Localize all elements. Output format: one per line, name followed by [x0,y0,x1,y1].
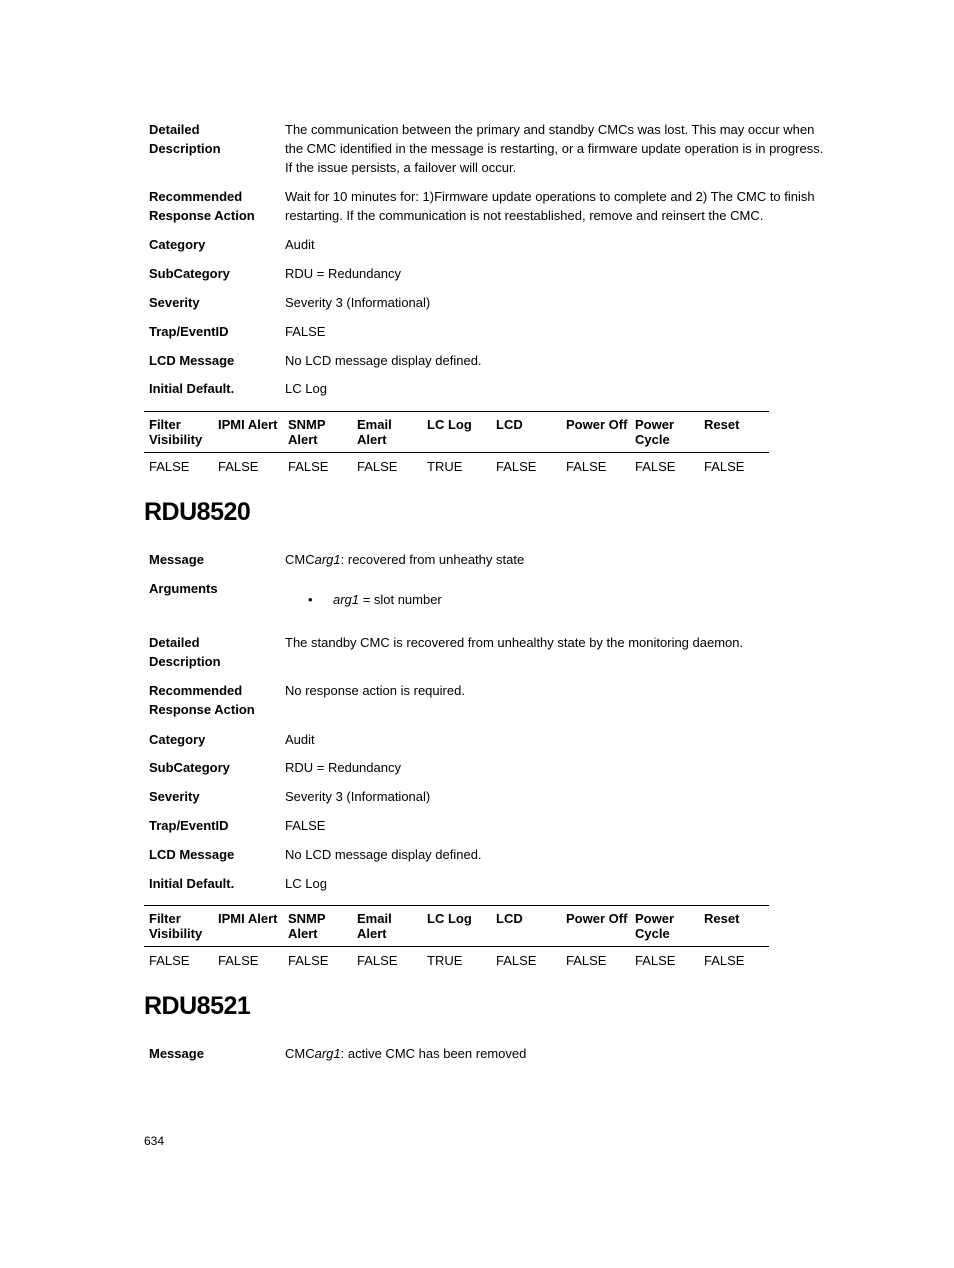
table-row [144,947,769,975]
field-value: Audit [285,237,315,252]
table-cell: FALSE [288,459,329,474]
table-header-cell: LC Log [427,911,472,926]
table-cell: TRUE [427,459,463,474]
field-value: CMCarg1: active CMC has been removed [285,1046,527,1061]
table-header-cell: LC Log [427,417,472,432]
table-cell: FALSE [635,459,676,474]
table-cell: FALSE [496,459,537,474]
argument-item: arg1 = slot number [333,592,442,607]
table-cell: FALSE [704,953,745,968]
table-header-cell: Power Off [566,417,628,432]
field-value: No LCD message display defined. [285,353,482,368]
table-cell: FALSE [635,953,676,968]
rdu8520-heading: RDU8520 [144,498,251,526]
table-header-cell: Filter Visibility [149,911,203,941]
field-key: Severity [149,295,200,310]
table-row [144,453,769,481]
table-cell: FALSE [566,459,607,474]
field-key: Recommended Response Action [149,683,255,717]
field-value: CMCarg1: recovered from unheathy state [285,552,525,567]
table-cell: FALSE [218,459,259,474]
table-header-cell: SNMP Alert [288,911,326,941]
field-key: Initial Default. [149,381,235,396]
field-value: Severity 3 (Informational) [285,789,431,804]
table-header-cell: Power Off [566,911,628,926]
table-header-cell: Power Cycle [635,417,675,447]
field-key: Category [149,732,206,747]
table-cell: FALSE [566,953,607,968]
table-header-cell: Power Cycle [635,911,675,941]
table-header-cell: LCD [496,911,523,926]
table-header-cell: IPMI Alert [218,911,278,926]
rdu8520-alert-table [144,905,769,975]
table-header-cell: Filter Visibility [149,417,203,447]
table-cell: FALSE [357,953,398,968]
field-key: LCD Message [149,353,235,368]
field-key: LCD Message [149,847,235,862]
field-key: Severity [149,789,200,804]
page-number: 634 [144,1134,165,1148]
table-cell: FALSE [704,459,745,474]
field-key: Detailed Description [149,635,221,669]
field-value: Severity 3 (Informational) [285,295,431,310]
table-header-cell: LCD [496,417,523,432]
field-value: Audit [285,732,315,747]
table-header-cell: Reset [704,911,740,926]
field-value: No LCD message display defined. [285,847,482,862]
field-key: Category [149,237,206,252]
field-value: No response action is required. [285,683,465,698]
bullet-glyph: • [308,592,313,607]
table-cell: TRUE [427,953,463,968]
table-header-cell: Email Alert [357,911,392,941]
table-cell: FALSE [288,953,329,968]
field-value: LC Log [285,381,327,396]
field-key: Message [149,552,204,567]
field-key: Message [149,1046,204,1061]
field-value: RDU = Redundancy [285,266,401,281]
field-value: FALSE [285,324,326,339]
field-value: The communication between the primary and standby CMCs was lost. This may occur when the CMC identified in the message is restarting, or a firmware update operation is in progress. If the issue persists, a failover will occur. [285,122,824,175]
table-cell: FALSE [149,459,190,474]
field-value: Wait for 10 minutes for: 1)Firmware update operations to complete and 2) The CMC to finish restarting. If the communication is not reestablished, remove and reinsert the CMC. [285,189,815,223]
field-key: Arguments [149,581,218,596]
table-cell: FALSE [496,953,537,968]
table-header-cell: IPMI Alert [218,417,278,432]
table-header-row [144,411,769,453]
field-key: Trap/EventID [149,324,229,339]
field-value: The standby CMC is recovered from unhealthy state by the monitoring daemon. [285,635,744,650]
table-header-row [144,905,769,947]
field-key: Trap/EventID [149,818,229,833]
table-header-cell: Reset [704,417,740,432]
table-cell: FALSE [149,953,190,968]
field-key: SubCategory [149,266,230,281]
field-key: SubCategory [149,760,230,775]
table-header-cell: SNMP Alert [288,417,326,447]
table-cell: FALSE [357,459,398,474]
section1-alert-table [144,411,769,481]
field-value: FALSE [285,818,326,833]
table-cell: FALSE [218,953,259,968]
field-key: Initial Default. [149,876,235,891]
field-value: RDU = Redundancy [285,760,401,775]
field-key: Recommended Response Action [149,189,255,223]
rdu8521-heading: RDU8521 [144,992,251,1020]
field-value: LC Log [285,876,327,891]
table-header-cell: Email Alert [357,417,392,447]
field-key: Detailed Description [149,122,221,156]
